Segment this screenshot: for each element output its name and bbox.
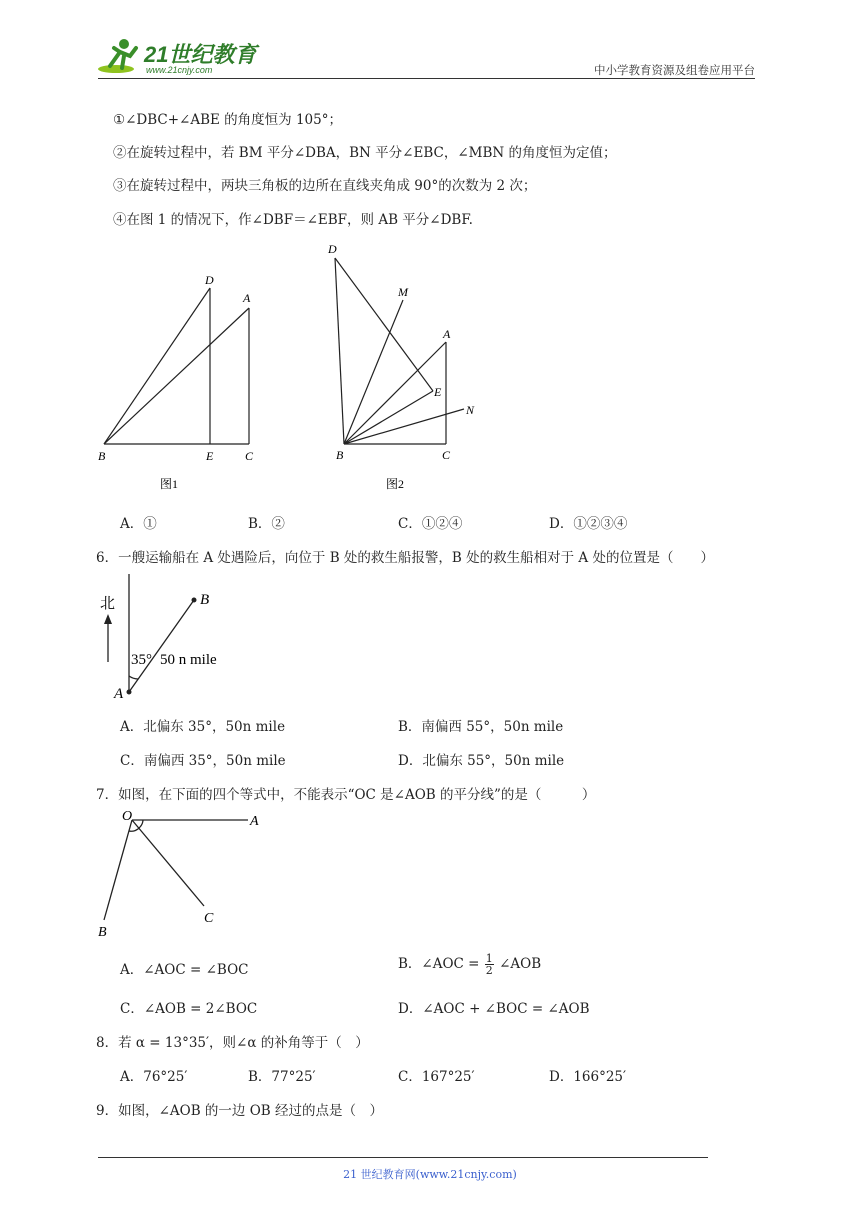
q6-figure: [96, 570, 336, 704]
q8-stem: 8．若 α = 13°35′，则∠α 的补角等于（ ）: [96, 1035, 369, 1051]
q8-option-a: A．76°25′: [120, 1069, 188, 1085]
q6-stem: 6．一艘运输船在 A 处遇险后，向位于 B 处的救生船报警，B 处的救生船相对于 A 处的位置是（ ）: [96, 550, 714, 566]
header-rule: [98, 78, 755, 79]
fig1-label-c: C: [245, 449, 254, 463]
q5-statement-4: ④在图 1 的情况下，作∠DBF＝∠EBF，则 AB 平分∠DBF.: [113, 212, 473, 228]
q7-label-o: O: [122, 809, 133, 824]
q6-label-a: A: [114, 686, 124, 702]
fig2-label-a: A: [443, 327, 451, 341]
q7-option-c: C．∠AOB = 2∠BOC: [120, 1001, 258, 1017]
q7-option-b: [398, 952, 541, 976]
fig2-label-m: M: [398, 285, 408, 299]
logo-text: 21世纪教育: [144, 42, 257, 67]
footer-text: 21 世纪教育网(www.21cnjy.com): [343, 1168, 517, 1181]
fig2-label-e: E: [434, 385, 442, 399]
q5-figure-2: [322, 238, 492, 500]
q6-distance-label: 50 n mile: [160, 652, 217, 668]
q6-option-d: D．北偏东 55°，50n mile: [398, 753, 565, 769]
q7-option-b-fraction: [485, 953, 494, 976]
north-arrow-icon: [104, 614, 112, 624]
fig1-caption: 图1: [160, 477, 179, 491]
fig1-label-a: A: [243, 291, 251, 305]
q6-option-c: C．南偏西 35°，50n mile: [120, 753, 286, 769]
logo-url: www.21cnjy.com: [146, 65, 213, 75]
q8-option-d: D．166°25′: [549, 1069, 627, 1085]
q5-statement-1: ①∠DBC+∠ABE 的角度恒为 105°；: [113, 112, 342, 128]
fig1-label-e: E: [206, 449, 214, 463]
q8-option-b: B．77°25′: [248, 1069, 316, 1085]
q5-option-d: D．①②③④: [549, 516, 628, 532]
q9-stem: 9．如图，∠AOB 的一边 OB 经过的点是（ ）: [96, 1103, 383, 1119]
q5-statement-2: ②在旋转过程中，若 BM 平分∠DBA，BN 平分∠EBC，∠MBN 的角度恒为定值；: [113, 145, 617, 161]
q6-option-b: B．南偏西 55°，50n mile: [398, 719, 564, 735]
q6-option-a: A．北偏东 35°，50n mile: [120, 719, 286, 735]
q7-figure: [94, 806, 274, 942]
fraction-denominator: 2: [485, 964, 493, 977]
fig2-label-n: N: [466, 403, 475, 417]
header-logo: [96, 36, 266, 78]
q6-angle-label: 35°: [131, 652, 152, 668]
q7-label-b: B: [98, 925, 107, 940]
fig2-label-b: B: [336, 448, 344, 462]
q8-option-c: C．167°25′: [398, 1069, 475, 1085]
q5-statement-3: ③在旋转过程中，两块三角板的边所在直线夹角成 90°的次数为 2 次；: [113, 178, 537, 194]
q6-north-label: 北: [100, 596, 116, 612]
fig2-label-d: D: [328, 242, 337, 256]
footer-rule: [98, 1157, 708, 1158]
q7-option-d: D．∠AOC + ∠BOC = ∠AOB: [398, 1001, 590, 1017]
fig1-label-b: B: [98, 449, 106, 463]
q6-label-b: B: [200, 592, 210, 608]
q5-option-a: A．①: [120, 516, 157, 532]
q7-option-a: A．∠AOC = ∠BOC: [120, 962, 249, 978]
q7-option-b-suffix: ∠AOB: [499, 956, 542, 972]
q7-label-c: C: [204, 911, 214, 926]
q5-option-c: C．①②④: [398, 516, 463, 532]
q7-stem: 7．如图，在下面的四个等式中，不能表示“OC 是∠AOB 的平分线”的是（ ）: [96, 787, 596, 803]
fig2-label-c: C: [442, 448, 451, 462]
fig2-caption: 图2: [386, 477, 405, 491]
q7-label-a: A: [250, 814, 259, 829]
fraction-numerator: 1: [485, 952, 493, 965]
platform-name: 中小学教育资源及组卷应用平台: [594, 63, 755, 77]
fig1-label-d: D: [205, 273, 214, 287]
q5-figure-1: [90, 270, 280, 500]
q7-option-b-prefix: B．∠AOC =: [398, 956, 480, 972]
q5-option-b: B．②: [248, 516, 285, 532]
